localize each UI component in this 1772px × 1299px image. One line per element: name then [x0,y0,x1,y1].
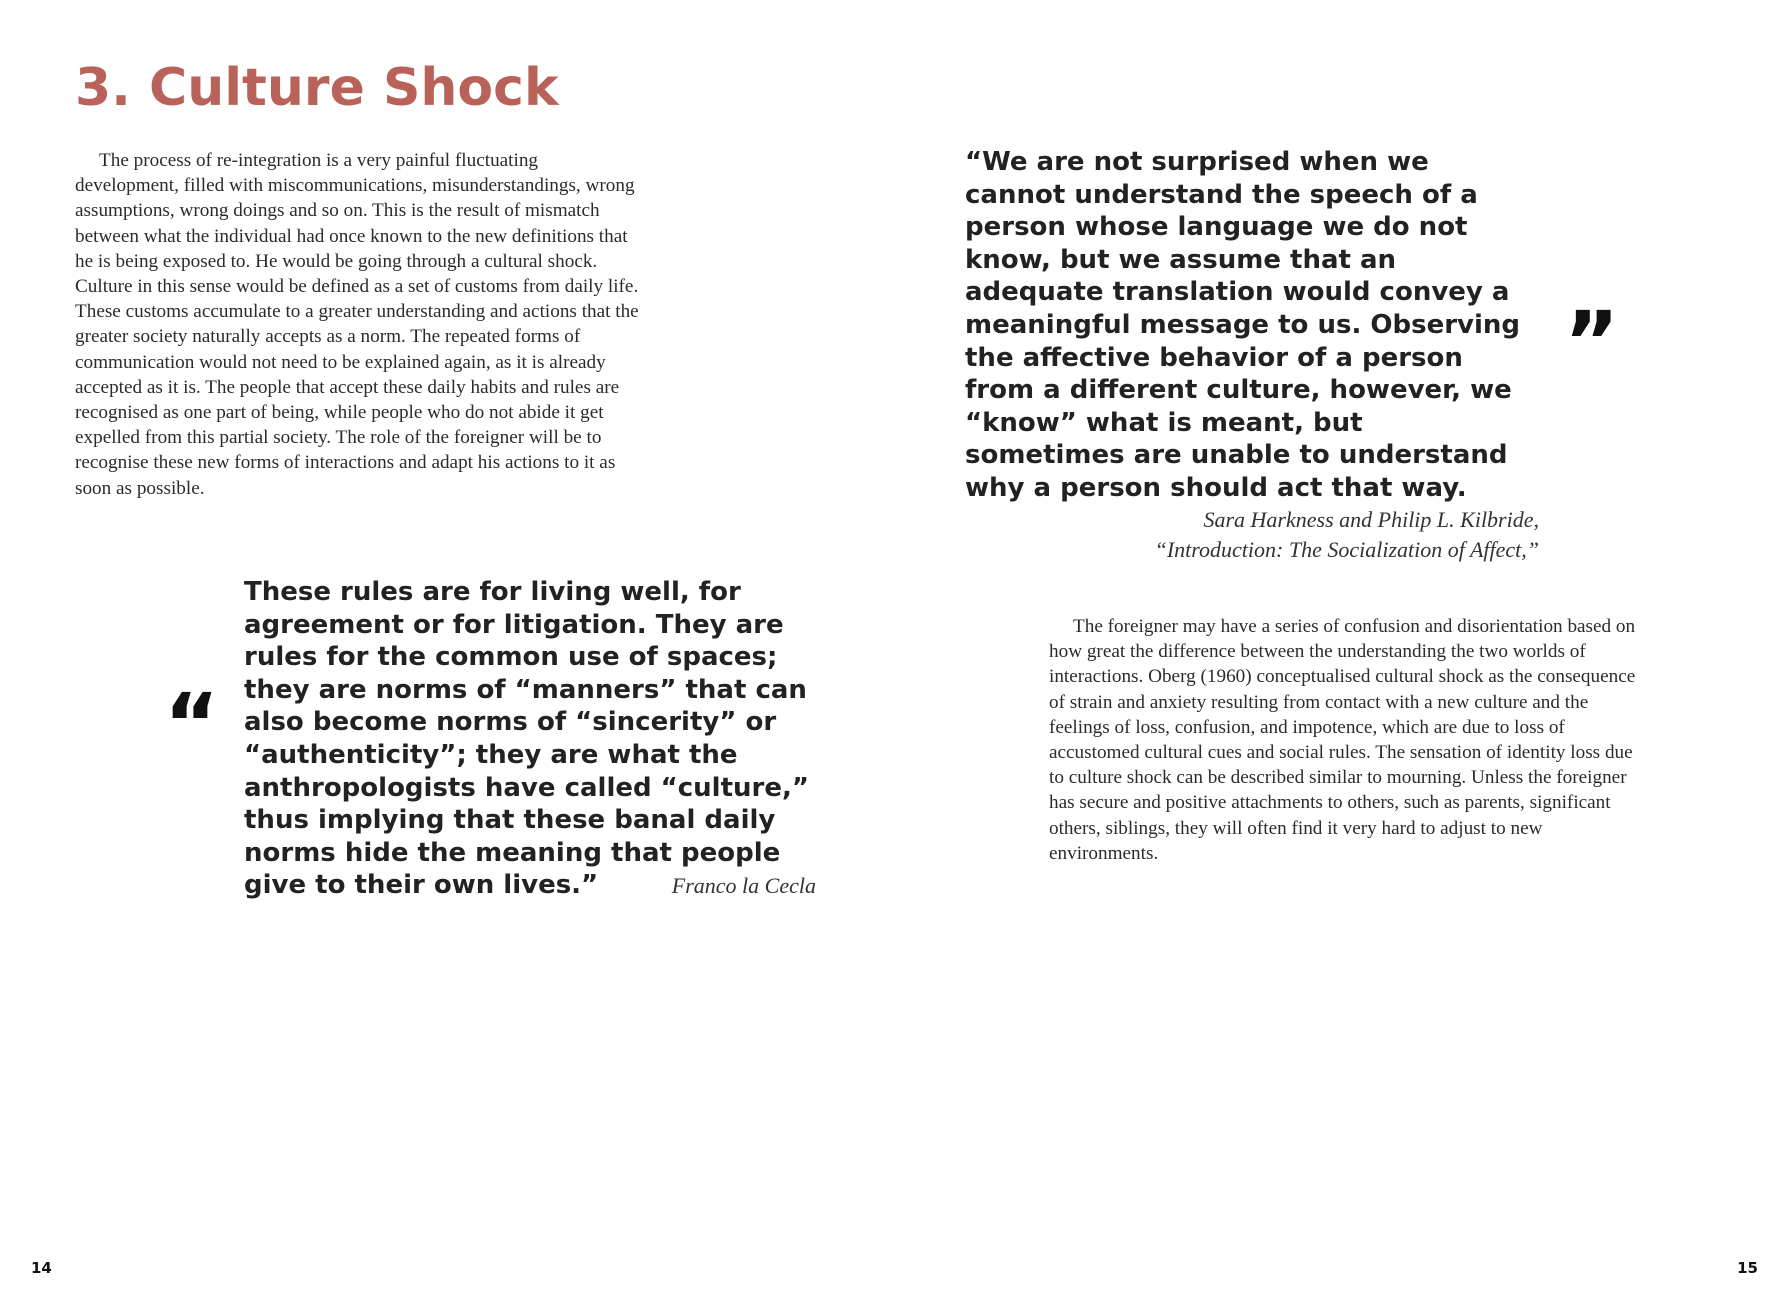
page-number-left: 14 [31,1259,52,1277]
oberg-paragraph: The foreigner may have a series of confusion and disorientation based on how great the difference between the understanding the two worlds of interactions. Oberg (1960) conceptualised cultural shock as the consequence of strain and anxiety resulting from contact with a new culture and the feelings of loss, confusion, and impotence, which are due to loss of accustomed cultural cues and social rules. The sensation of identity loss due to culture shock can be described similar to mourning. Unless the foreigner has secure and positive attachments to others, such as parents, significant others, siblings, they will often find it very hard to adjust to new environments. [1049,616,1636,864]
quote-harkness: “We are not surprised when we cannot understand the speech of a person whose language we do not know, but we assume that an adequate translation would convey a meaningful message to us. Observing the affective behavior of a person from a different culture, however, we “know” what is meant, but sometimes are unable to understand why a person should act that way. [965,147,1521,503]
chapter-title: 3. Culture Shock [75,58,559,118]
quote-la-cecla-author: Franco la Cecla [671,873,816,898]
page-number-right: 15 [1737,1259,1758,1277]
quote-harkness-source: “Introduction: The Socialization of Affect,” [1154,537,1539,562]
open-quote-mark-icon: “ [164,675,220,773]
quote-harkness-author: Sara Harkness and Philip L. Kilbride, [1203,507,1539,532]
intro-text-block [75,148,645,501]
close-quote-mark-icon: ” [1564,293,1620,391]
quote-la-cecla-attribution [672,871,816,901]
oberg-text-block [1049,614,1639,866]
quote-la-cecla: These rules are for living well, for agreement or for litigation. They are rules for the common use of spaces; they are norms of “manners” that can also become norms of “sincerity” or “authenticity”; they are what the anthropologists have called “culture,” thus implying that these banal daily norms hide the meaning that people give to their own lives.” [244,577,809,901]
quote-harkness-attribution [1155,505,1539,565]
intro-paragraph-1: The process of re-integration is a very painful fluctuating development, filled with miscommunications, misunderstandings, wrong assumptions, wrong doings and so on. This is the result of mismatch between what the individual had once known to the new definitions that he is being exposed to. He would be going through a cultural shock. [75,150,635,272]
intro-paragraph-2: Culture in this sense would be defined as a set of customs from daily life. These customs accumulate to a greater understanding and actions that the greater society naturally accepts as a norm. The repeated forms of communication would not need to be explained again, as it is already accepted as it is. The people that accept these daily habits and rules are recognised as one part of being, while people who do not abide it get expelled from this partial society. The role of the foreigner will be to recognise these new forms of interactions and adapt his actions to it as soon as possible. [75,276,639,499]
